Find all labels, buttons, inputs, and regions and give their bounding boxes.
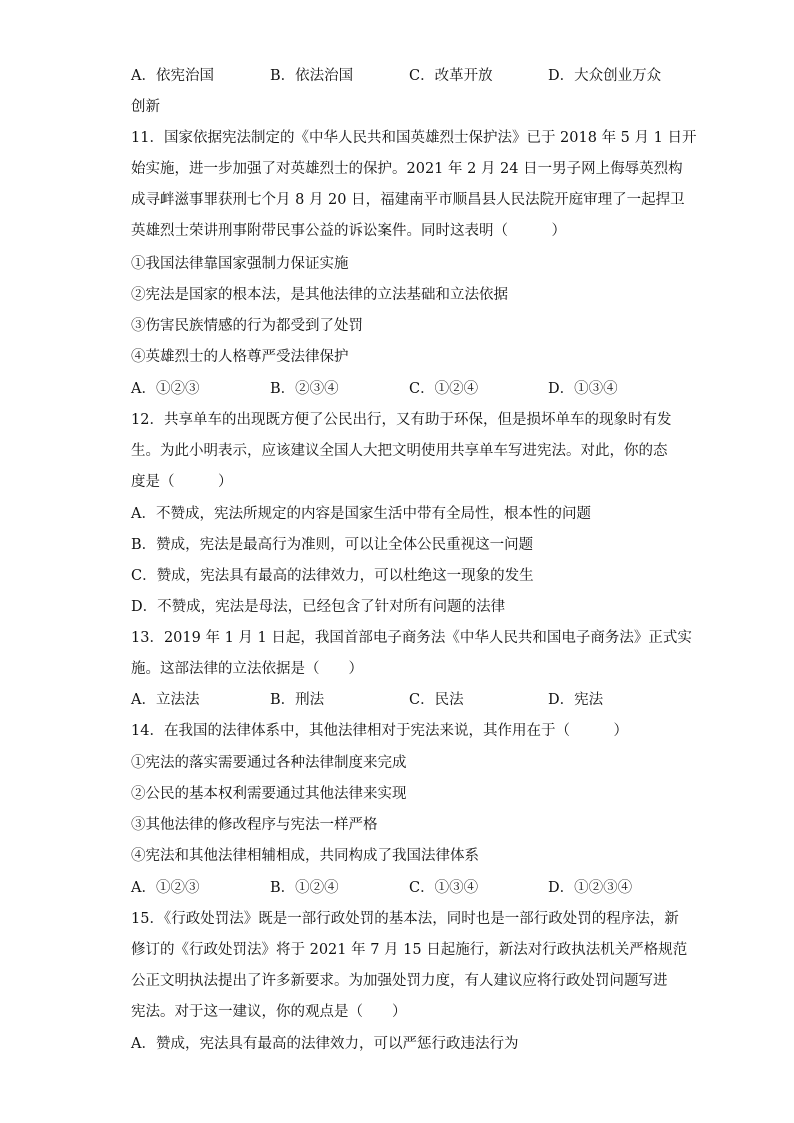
q11-stem-line: 英雄烈士荣讲刑事附带民事公益的诉讼案件。同时这表明（ ） bbox=[131, 223, 566, 239]
q12-option-a: A．不赞成，宪法所规定的内容是国家生活中带有全局性，根本性的问题 bbox=[131, 506, 591, 522]
q12-stem-line: 12．共享单车的出现既方便了公民出行，又有助于环保，但是损坏单车的现象时有发 bbox=[131, 412, 672, 428]
q14-option-c: C．①③④ bbox=[409, 880, 479, 896]
q15-stem-line: 公正文明执法提出了许多新要求。为加强处罚力度，有人建议应将行政处罚问题写进 bbox=[131, 973, 668, 989]
q14-statement: ④宪法和其他法律相辅相成，共同构成了我国法律体系 bbox=[131, 848, 479, 864]
q15-stem-line: 15．《行政处罚法》既是一部行政处罚的基本法，同时也是一部行政处罚的程序法，新 bbox=[131, 911, 679, 927]
q11-stem-line: 成寻衅滋事罪获刑七个月 8 月 20 日，福建南平市顺昌县人民法院开庭审理了一起捍卫 bbox=[131, 192, 685, 208]
q15-stem-line: 宪法。对于这一建议，你的观点是（ ） bbox=[131, 1004, 407, 1020]
q13-stem-line: 施。这部法律的立法依据是（ ） bbox=[131, 661, 363, 677]
q11-option-d: D．①③④ bbox=[548, 381, 618, 397]
q14-option-d: D．①②③④ bbox=[548, 880, 633, 896]
q11-statement: ③伤害民族情感的行为都受到了处罚 bbox=[131, 318, 363, 334]
q12-option-c: C．赞成，宪法具有最高的法律效力，可以杜绝这一现象的发生 bbox=[131, 568, 534, 584]
q11-stem-line: 始实施，进一步加强了对英雄烈士的保护。2021 年 2 月 24 日一男子网上侮辱英烈构 bbox=[131, 161, 683, 177]
q10-option-a: A．依宪治国 bbox=[131, 68, 214, 84]
q12-option-b: B．赞成，宪法是最高行为准则，可以让全体公民重视这一问题 bbox=[131, 537, 534, 553]
q14-option-b: B．①②④ bbox=[270, 880, 339, 896]
q13-option-d: D．宪法 bbox=[548, 692, 604, 708]
q14-option-a: A．①②③ bbox=[131, 880, 200, 896]
q13-option-a: A．立法法 bbox=[131, 692, 200, 708]
q14-statement: ②公民的基本权利需要通过其他法律来实现 bbox=[131, 786, 407, 802]
q15-option-a: A．赞成，宪法具有最高的法律效力，可以严惩行政违法行为 bbox=[131, 1036, 519, 1052]
q11-stem-line: 11．国家依据宪法制定的《中华人民共和国英雄烈士保护法》已于 2018 年 5 月 1 日开 bbox=[131, 130, 697, 146]
q12-option-d: D．不赞成，宪法是母法，已经包含了针对所有问题的法律 bbox=[131, 599, 506, 615]
q11-option-b: B．②③④ bbox=[270, 381, 339, 397]
q11-option-c: C．①②④ bbox=[409, 381, 479, 397]
q12-stem-line: 度是（ ） bbox=[131, 474, 233, 490]
q10-option-d: D．大众创业万众 bbox=[548, 68, 662, 84]
q14-stem-line: 14．在我国的法律体系中，其他法律相对于宪法来说，其作用在于（ ） bbox=[131, 723, 628, 739]
q14-statement: ①宪法的落实需要通过各种法律制度来完成 bbox=[131, 755, 407, 771]
q13-stem-line: 13．2019 年 1 月 1 日起，我国首部电子商务法《中华人民共和国电子商务法》正式实 bbox=[131, 630, 692, 646]
q11-option-a: A．①②③ bbox=[131, 381, 200, 397]
q11-statement: ②宪法是国家的根本法，是其他法律的立法基础和立法依据 bbox=[131, 287, 508, 303]
q13-option-b: B．刑法 bbox=[270, 692, 325, 708]
q13-option-c: C．民法 bbox=[409, 692, 464, 708]
q11-statement: ④英雄烈士的人格尊严受法律保护 bbox=[131, 349, 349, 365]
q10-option-c: C．改革开放 bbox=[409, 68, 493, 84]
q14-statement: ③其他法律的修改程序与宪法一样严格 bbox=[131, 817, 378, 833]
q10-option-b: B．依法治国 bbox=[270, 68, 354, 84]
q11-statement: ①我国法律靠国家强制力保证实施 bbox=[131, 256, 349, 272]
q10-option-d-continued: 创新 bbox=[131, 99, 160, 115]
q15-stem-line: 修订的《行政处罚法》将于 2021 年 7 月 15 日起施行，新法对行政执法机关严格规范 bbox=[131, 942, 688, 958]
q12-stem-line: 生。为此小明表示，应该建议全国人大把文明使用共享单车写进宪法。对此，你的态 bbox=[131, 443, 668, 459]
